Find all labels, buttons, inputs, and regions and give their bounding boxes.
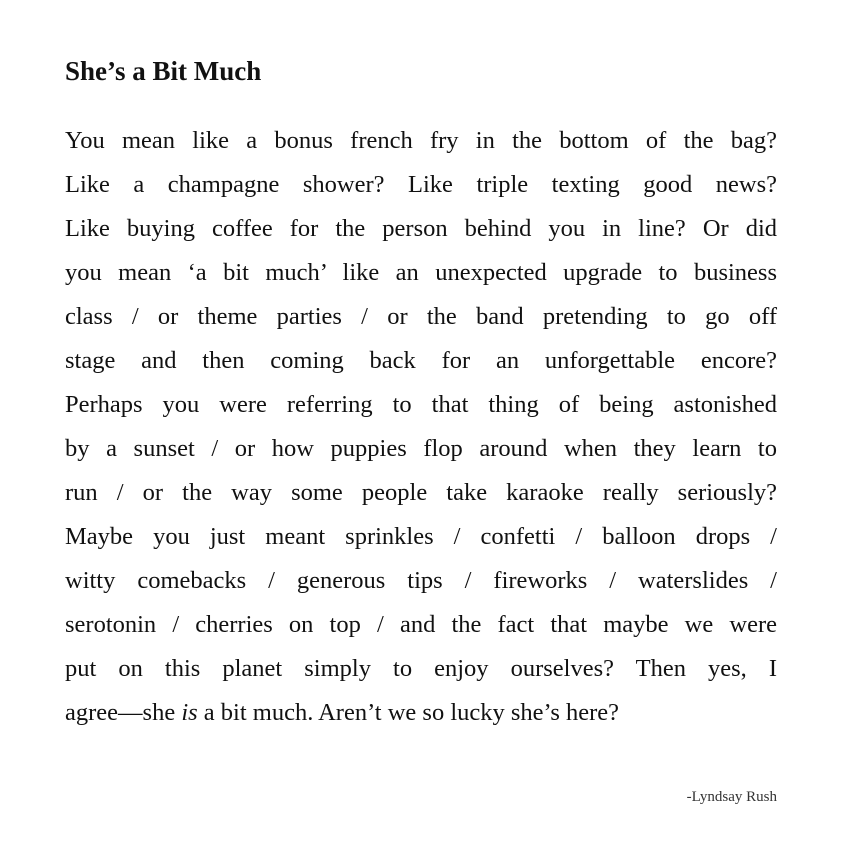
poem-line: you mean ‘a bit much’ like an unexpected upgrade to business xyxy=(65,259,777,286)
poem-line: class / or theme parties / or the band pretending to go off xyxy=(65,303,777,330)
poem-line: serotonin / cherries on top / and the fact that maybe we were xyxy=(65,611,777,638)
poem-line: Like a champagne shower? Like triple texting good news? xyxy=(65,171,777,198)
poem-line: Like buying coffee for the person behind you in line? Or did xyxy=(65,215,777,242)
poem-line: Maybe you just meant sprinkles / confetti / balloon drops / xyxy=(65,523,777,550)
poem-title: She’s a Bit Much xyxy=(65,56,262,86)
poem-line: You mean like a bonus french fry in the bottom of the bag? xyxy=(65,127,777,154)
poem-last-line xyxy=(65,691,777,735)
poem-page xyxy=(65,0,777,845)
poem-line: witty comebacks / generous tips / fireworks / waterslides / xyxy=(65,567,777,594)
poem-last-line-end: a bit much. Aren’t we so lucky she’s here? xyxy=(197,699,620,726)
poem-last-line-start: agree—she xyxy=(65,699,182,726)
poem-emphasis-word: is xyxy=(181,699,198,726)
poem-line: stage and then coming back for an unforgettable encore? xyxy=(65,347,777,374)
poem-line: Perhaps you were referring to that thing of being astonished xyxy=(65,391,777,418)
poem-body xyxy=(65,119,777,735)
poem-attribution: -Lyndsay Rush xyxy=(686,789,777,805)
poem-line: put on this planet simply to enjoy ourselves? Then yes, I xyxy=(65,655,777,682)
poem-line: by a sunset / or how puppies flop around when they learn to xyxy=(65,435,777,462)
poem-line: run / or the way some people take karaoke really seriously? xyxy=(65,479,777,506)
